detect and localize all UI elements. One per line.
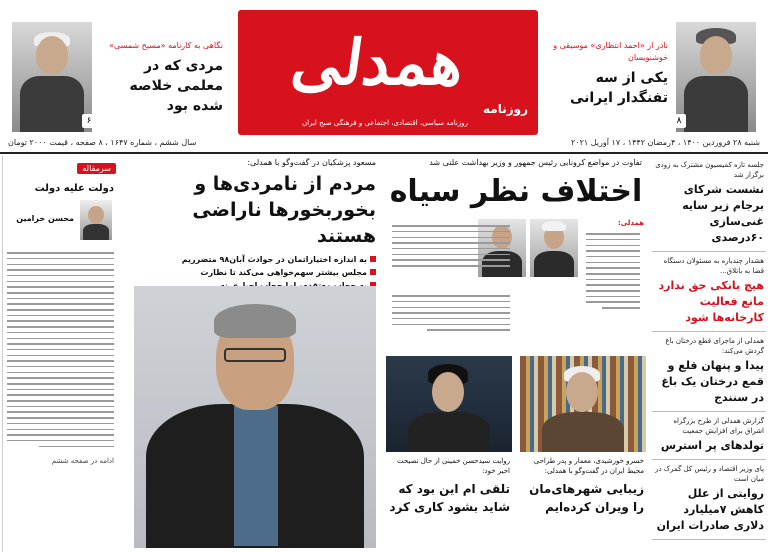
- page-number-badge: ۶: [82, 114, 92, 128]
- lead-body: [386, 215, 646, 355]
- story-title[interactable]: زیبایی شهرهای‌مان را ویران کرده‌ایم: [529, 482, 644, 514]
- teaser-kicker: نادر از «احمد انتظاری» موسیقی و خوشنویسان: [553, 41, 668, 62]
- teaser-photo: [12, 22, 92, 132]
- editorial-title[interactable]: دولت علیه دولت: [34, 183, 114, 194]
- lead-text-column: [582, 219, 644, 315]
- section-tag: سرمقاله: [77, 163, 116, 174]
- story-card[interactable]: [386, 356, 512, 552]
- author-name: محسن خرامین: [16, 214, 74, 223]
- deck-item: به اندازه اختیاراتمان در حوادث آبان۹۸ متضرریم: [134, 253, 376, 266]
- brief-item[interactable]: [652, 252, 766, 332]
- editorial-body: [3, 246, 118, 453]
- author-block: [3, 200, 118, 244]
- logo-word: همدلی: [287, 26, 470, 99]
- page-number-badge: ۸: [676, 114, 686, 128]
- brief-title[interactable]: نشست شرکای برجام زیر سایه غنی‌سازی ۶۰درصدی: [682, 183, 764, 244]
- issue-number: سال ششم ، شماره ۱۶۴۷ ، ۸ صفحه ، قیمت ۲۰۰۰ تومان: [8, 138, 197, 147]
- lead-kicker: تفاوت در مواضع کرونایی رئیس جمهور و وزیر بهداشت علنی شد: [429, 158, 642, 167]
- editorial-column: [2, 156, 118, 552]
- teaser-kicker: نگاهی به کارنامه «مسیح شمسی»: [109, 41, 223, 50]
- lead-story: [386, 156, 646, 552]
- brief-kicker: گزارش همدلی از طرح بزرگراه اشراق برای افزایش جمعیت: [673, 417, 764, 435]
- interview-story: [130, 156, 380, 552]
- interview-kicker: مسعود پزشکیان در گفت‌وگو با همدلی:: [247, 158, 376, 167]
- story-card[interactable]: [520, 356, 646, 552]
- news-briefs-column: [652, 156, 766, 552]
- masthead: [0, 0, 768, 150]
- interview-headline[interactable]: مردم از نامردی‌ها و بخوربخورها ناراضی هستند: [192, 173, 376, 247]
- teaser-photo: [676, 22, 756, 132]
- secondary-stories: [386, 356, 646, 552]
- teaser-title[interactable]: مردی که در معلمی خلاصه شده بود: [129, 58, 223, 114]
- brief-item[interactable]: [652, 412, 766, 460]
- deck-item: مجلس بیشتر سهم‌خواهی می‌کند تا نظارت: [134, 266, 376, 279]
- lead-headline[interactable]: اختلاف نظر سیاه: [389, 174, 643, 209]
- brief-title[interactable]: هیچ بانکی حق ندارد مانع فعالیت کارخانه‌ها شود: [658, 279, 764, 324]
- logo-prefix: روزنامه: [483, 102, 528, 116]
- brief-title[interactable]: تولدهای پر استرس: [660, 439, 764, 452]
- brief-item[interactable]: [652, 332, 766, 412]
- divider: [0, 152, 768, 154]
- story-photo: [520, 356, 646, 452]
- issue-info-bar: [0, 136, 768, 150]
- teaser-title[interactable]: یکی از سه تفنگدار ایرانی: [570, 70, 668, 106]
- brief-kicker: جلسه تازه کمیسیون مشترک به زودی برگزار شد: [655, 161, 764, 179]
- story-kicker: خسرو خورشیدی، معمار و پدر طراحی محیط ایران در گفت‌وگو با همدلی:: [533, 457, 644, 475]
- lead-text-column: [388, 289, 514, 337]
- issue-date: شنبه ۲۸ فروردین ۱۴۰۰ ، ۴رمضان ۱۴۴۲ ، ۱۷ آوریل ۲۰۲۱: [571, 138, 760, 147]
- left-teaser[interactable]: [8, 14, 223, 134]
- portrait-photo: [530, 219, 578, 277]
- brief-kicker: پای وزیر اقتصاد و رئیس کل گمرک در میان است: [655, 465, 764, 483]
- logo: [238, 10, 538, 135]
- story-kicker: روایت سیدحسن خمینی از حال نصیحت اخیر خود:: [396, 457, 510, 475]
- section-label: همدلی:: [617, 219, 644, 227]
- avatar: [80, 200, 112, 240]
- brief-item[interactable]: [652, 460, 766, 540]
- brief-title[interactable]: روایتی از علل کاهش ۷میلیارد دلاری صادرات ایران: [656, 487, 764, 532]
- lead-text-column: [388, 219, 514, 273]
- story-title[interactable]: تلقی ام این بود که شاید بشود کاری کرد: [389, 482, 510, 514]
- interview-photo: [134, 286, 376, 548]
- continued-note[interactable]: ادامه در صفحه ششم: [51, 457, 114, 466]
- right-teaser[interactable]: [535, 14, 760, 134]
- brief-kicker: همدلی از ماجرای قطع درختان باغ گردش می‌کند:: [665, 337, 764, 355]
- story-photo: [386, 356, 512, 452]
- logo-tagline: روزنامه سیاسی، اقتصادی، اجتماعی و فرهنگی صبح ایران: [302, 119, 468, 127]
- brief-item[interactable]: [652, 156, 766, 252]
- brief-title[interactable]: پیدا و پنهان قلع و قمع درختان یک باغ در سنندج: [661, 359, 764, 404]
- brief-kicker: هشدار چندباره به مسئولان دستگاه قضا به باتلاق...: [663, 257, 764, 275]
